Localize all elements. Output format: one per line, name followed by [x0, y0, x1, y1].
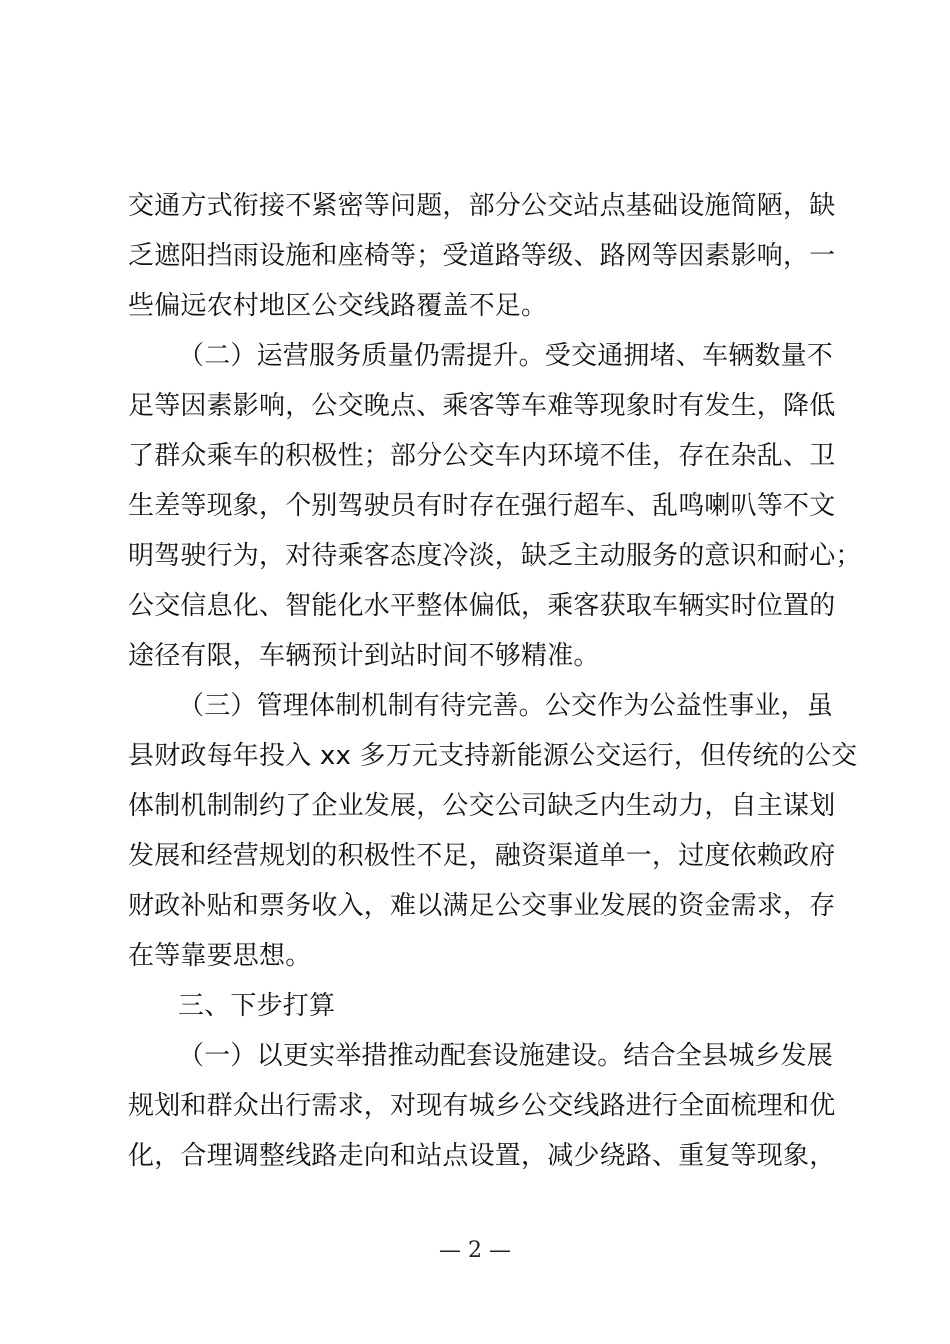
body-text-line: 化，合理调整线路走向和站点设置，减少绕路、重复等现象， [128, 1141, 836, 1171]
body-text-line: 交通方式衔接不紧密等问题，部分公交站点基础设施简陋，缺 [128, 191, 836, 221]
body-text-line: 公交信息化、智能化水平整体偏低，乘客获取车辆实时位置的 [128, 591, 836, 621]
body-text-line: 财政补贴和票务收入，难以满足公交事业发展的资金需求，存 [128, 891, 836, 921]
body-text-line: 了群众乘车的积极性；部分公交车内环境不佳，存在杂乱、卫 [128, 441, 836, 471]
paragraph-heading-line: （三）管理体制机制有待完善。公交作为公益性事业，虽 [178, 691, 834, 721]
body-text-line: 县财政每年投入 xx 多万元支持新能源公交运行，但传统的公交 [128, 741, 858, 771]
page-number: — 2 — [439, 1238, 511, 1263]
body-text-line: 发展和经营规划的积极性不足，融资渠道单一，过度依赖政府 [128, 841, 836, 871]
paragraph-heading-line: （二）运营服务质量仍需提升。受交通拥堵、车辆数量不 [178, 341, 834, 371]
body-text-line: 规划和群众出行需求，对现有城乡公交线路进行全面梳理和优 [128, 1091, 836, 1121]
body-text-line: 明驾驶行为，对待乘客态度冷淡，缺乏主动服务的意识和耐心； [128, 541, 862, 571]
section-heading: 三、下步打算 [178, 991, 336, 1021]
body-text-line: 在等靠要思想。 [128, 941, 312, 971]
body-text-line: 途径有限，车辆预计到站时间不够精准。 [128, 641, 600, 671]
body-text-line: 体制机制制约了企业发展，公交公司缺乏内生动力，自主谋划 [128, 791, 836, 821]
body-text-line: 生差等现象，个别驾驶员有时存在强行超车、乱鸣喇叭等不文 [128, 491, 836, 521]
body-text-line: 些偏远农村地区公交线路覆盖不足。 [128, 291, 548, 321]
body-text-line: 足等因素影响，公交晚点、乘客等车难等现象时有发生，降低 [128, 391, 836, 421]
body-text-line: 乏遮阳挡雨设施和座椅等；受道路等级、路网等因素影响，一 [128, 241, 836, 271]
paragraph-heading-line: （一）以更实举措推动配套设施建设。结合全县城乡发展 [178, 1041, 834, 1071]
